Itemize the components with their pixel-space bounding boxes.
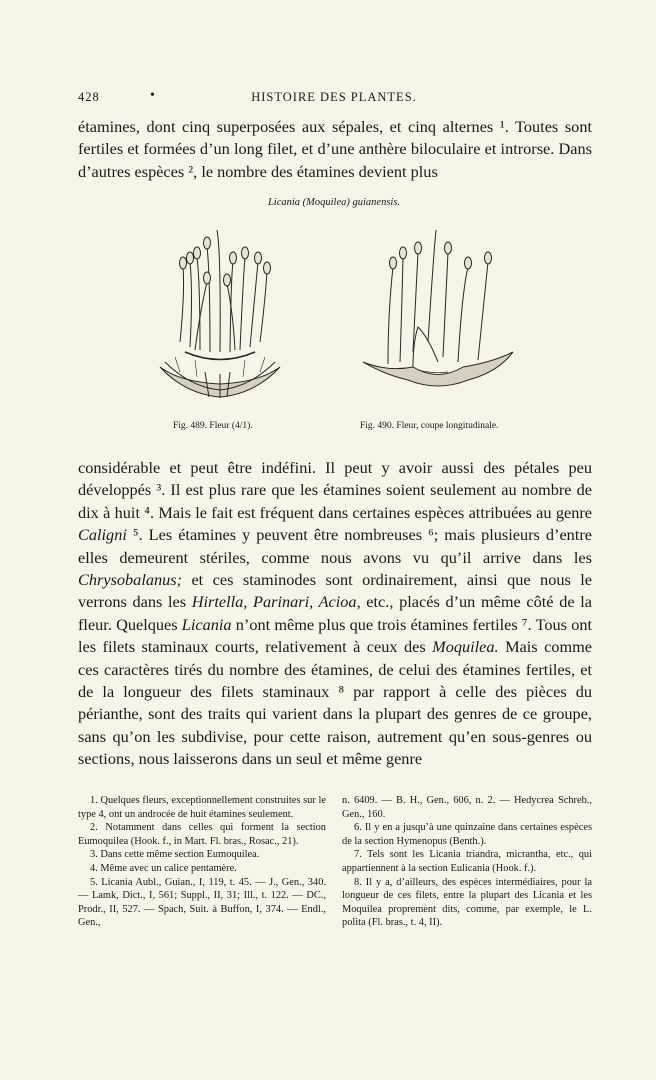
text-run: Mais comme ces caractères tirés du nombre des étamines, de celui des étamines fertiles, et de la longueur des filets staminaux ⁸ par rapport à celle des pièces du périanthe, sont des traits qui varient dans la plupart des genres de ce groupe, sans qu’on les subdivise, pour cette raison, autrement qu’en sous-genres ou sections, nous laisserons dans un seul et même genre: [78, 637, 593, 769]
figure-490-caption: Fig. 490. Fleur, coupe longitudinale.: [360, 421, 499, 431]
footnote: 8. Il y a, d’ailleurs, des espèces intermédiaires, pour la longueur de ces filets, entre la plupart des Licania et les Moquilea proprement dits, comme, par exemple, le L. polita (Fl. bras., t. 4, II).: [342, 876, 592, 929]
flower-section-illustration-fig-490: [358, 222, 518, 412]
footnote: 5. Licania Aubl., Guian., I, 119, t. 45. — J., Gen., 340. — Lamk, Dict., I, 561; Suppl., II, 31; Ill., t. 122. — DC., Prodr., II, 527. — Spach, Suit. à Buffon, I, 374. — Endl., Gen.,: [78, 876, 326, 929]
footnotes-right: [342, 794, 592, 930]
paragraph-main: [78, 457, 592, 771]
text-run: etc., placés d’un même côté de la fleur. Quelques: [78, 592, 592, 634]
text-top: [78, 116, 592, 183]
text-run: ⁵. Les étamines y peuvent être nombreuses ⁶; mais plusieurs d’entre elles demeurent stériles, comme nous avons vu qu’il arrive dans les: [78, 525, 592, 567]
page-number: 428: [78, 90, 100, 104]
genus-licania: Licania: [181, 614, 232, 634]
text-main: [78, 457, 592, 771]
genus-caligni: Caligni: [78, 525, 127, 545]
text-run: considérable et peut être indéfini. Il peut y avoir aussi des pétales peu développés ³. Il est plus rare que les étamines soient seulement au nombre de dix à huit ⁴. Mais le fait est fréquent dans certaines espèces attribuées au genre: [78, 458, 592, 522]
flower-illustration-fig-489: [145, 222, 295, 412]
footnote: 6. Il y en a jusqu’à une quinzaine dans certaines espèces de la section Hymenopus (Benth.).: [342, 822, 592, 847]
genus-moquilea: Moquilea.: [432, 637, 499, 657]
footnote: 4. Même avec un calice pentamère.: [90, 862, 237, 874]
header-dot: •: [150, 88, 156, 103]
genus-chrysobalanus: Chrysobalanus;: [78, 570, 183, 590]
genera-hirtella-parinari-acioa: Hirtella, Parinari, Acioa,: [191, 592, 361, 612]
footnote: 7. Tels sont les Licania triandra, micrantha, etc., qui appartiennent à la section Eulicania (Hook. f.).: [342, 849, 592, 874]
footnotes-left: [78, 794, 326, 930]
running-header: [78, 90, 590, 110]
running-title: HISTOIRE DES PLANTES.: [251, 90, 417, 104]
paragraph-top: étamines, dont cinq superposées aux sépales, et cinq alternes ¹. Toutes sont fertiles et formées d’un long filet, et d’une anthère biloculaire et introrse. Dans d’autres espèces ², le nombre des étamines devient plus: [78, 117, 592, 181]
footnote: 2. Notamment dans celles qui forment la section Eumoquilea (Hook. f., in Mart. Fl. bras., Rosac., 21).: [78, 822, 326, 847]
footnote: 3. Dans cette même section Eumoquilea.: [90, 849, 260, 861]
text-run: n’ont même plus que trois étamines fertiles ⁷. Tous ont les filets staminaux courts, relativement à ceux des: [78, 614, 592, 657]
text-run: et ces staminodes sont ordinairement, ainsi que nous le verrons dans les: [78, 570, 592, 612]
figure-489-caption: Fig. 489. Fleur (4/1).: [173, 421, 253, 431]
figure-title: Licania (Moquilea) guianensis.: [267, 197, 401, 208]
footnote: 1. Quelques fleurs, exceptionnellement construites sur le type 4, ont un androcée de huit étamines seulement.: [78, 795, 326, 820]
footnote: n. 6409. — B. H., Gen., 606, n. 2. — Hedycrea Schreb., Gen., 160.: [342, 795, 592, 820]
